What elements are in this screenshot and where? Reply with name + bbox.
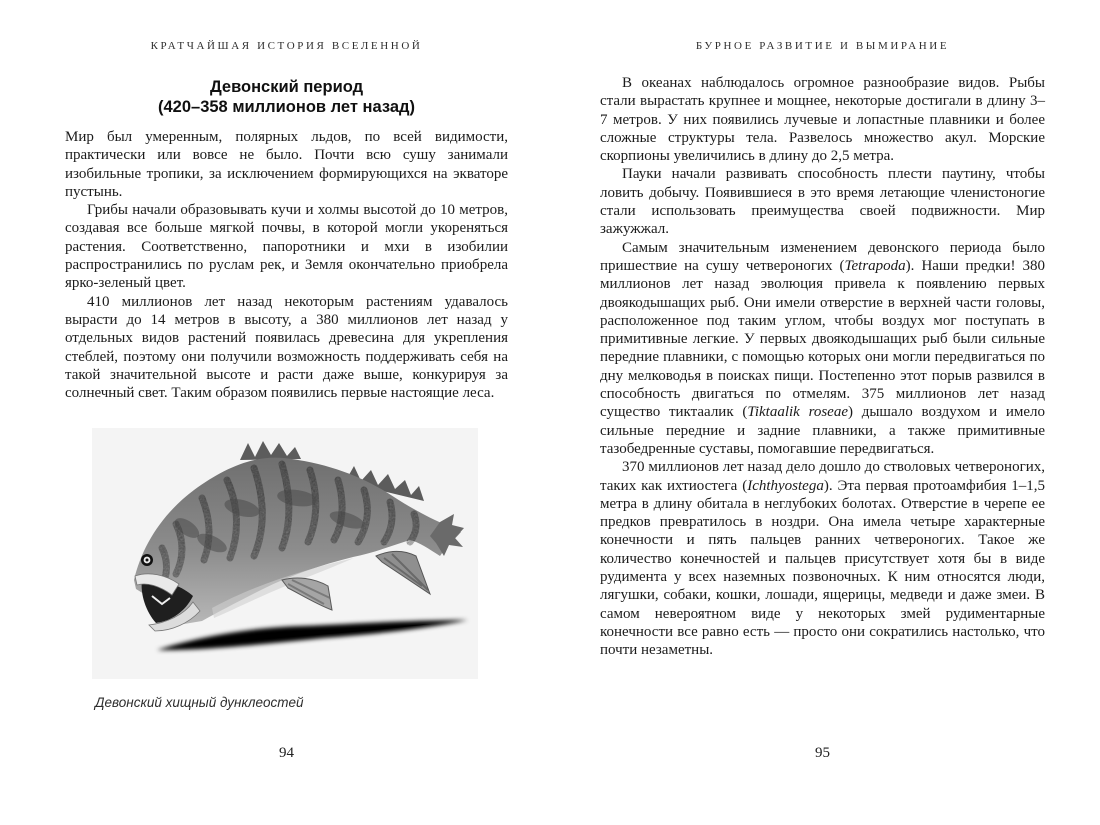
paragraph: Мир был умеренным, полярных льдов, по всей видимости, практически или вовсе не было. Почти всю сушу занимали изобильные тропики, за исключением формирующихся на экваторе пустынь. [65, 129, 508, 200]
page-number-left: 94 [279, 745, 294, 761]
section-title [65, 78, 508, 117]
section-title-line2: (420–358 миллионов лет назад) [158, 97, 415, 116]
section-title-line1: Девонский период [209, 78, 364, 96]
figure-caption: Девонский хищный дунклеостей [95, 695, 304, 711]
paragraph: 370 миллионов лет назад дело дошло до стволовых четвероногих, таких как ихтиостега (Ichthyostega). Эта первая протоамфибия 1–1,5 метра в длину обитала в неглубоких болотах. Отверстие в черепе ее предков превратилось в ноздри. Она имела четыре характерные конечности и пять пальцев ранних четвероногих. Такое же количество конечностей и пальцев присутствует хотя бы в виде рудимента у всех наземных позвоночных. К ним относятся люди, лягушки, собаки, кошки, лошади, ящерицы, медведи и даже змеи. В самом невероятном виде у некоторых змей рудиментарные конечности все равно есть — просто они сократились настолько, что почти незаметны. [600, 459, 1045, 659]
page-number-right: 95 [815, 745, 830, 761]
right-page-body [600, 74, 1045, 660]
paragraph: Самым значительным изменением девонского периода было пришествие на сушу четвероногих (Tetrapoda). Наши предки! 380 миллионов лет назад эволюция привела к появлению первых двоякодышащих рыб. Они имели отверстие в верхней части головы, расположенное под таким углом, чтобы воздух мог поступать в примитивные легкие. У первых двоякодышащих рыб были сильные передние плавники, с помощью которых они могли передвигаться по дну мелководья в поисках пищи. Постепенно этот порыв развился в способность двигаться по отмелям. 375 миллионов лет назад существо тиктаалик (Tiktaalik roseae) дышало воздухом и имело сильные передние и задние плавники, а также примитивные тазобедренные суставы, помогавшие передвигаться. [600, 239, 1046, 457]
paragraph: 410 миллионов лет назад некоторым растениям удавалось вырасти до 14 метров в высоту, а 380 миллионов лет назад у отдельных видов растений появилась древесина для укрепления стеблей, поэтому они получили возможность поддерживать себя на такой значительной высоте и расти даже выше, конкурируя за солнечный свет. Таким образом появились первые настоящие леса. [65, 293, 508, 402]
left-page-body [65, 128, 508, 402]
paragraph: Грибы начали образовывать кучи и холмы высотой до 10 метров, создавая все больше мягкой почвы, в которой могли укореняться растения. Соответственно, папоротники и мхи в изобилии распространились по руслам рек, и Земля окончательно приобрела ярко-зеленый цвет. [65, 202, 508, 292]
running-head-right: БУРНОЕ РАЗВИТИЕ И ВЫМИРАНИЕ [695, 40, 950, 52]
paragraph: Пауки начали развивать способность плести паутину, чтобы ловить добычу. Появившиеся в это время летающие членистоногие стали использовать преимущества своей подвижности. Мир зажужжал. [600, 166, 1045, 238]
left-page [65, 40, 508, 711]
running-head-left: КРАТЧАЙШАЯ ИСТОРИЯ ВСЕЛЕННОЙ [150, 40, 423, 52]
right-page [600, 40, 1045, 660]
dunkleosteus-illustration [92, 428, 478, 679]
paragraph: В океанах наблюдалось огромное разнообразие видов. Рыбы стали вырастать крупнее и мощнее, некоторые достигали в длину 3–7 метров. У них появились лучевые и лопастные плавники и более сложные структуры тела. Развелось множество акул. Морские скорпионы увеличились в длину до 2,5 метра. [600, 75, 1045, 165]
figure [92, 428, 478, 679]
